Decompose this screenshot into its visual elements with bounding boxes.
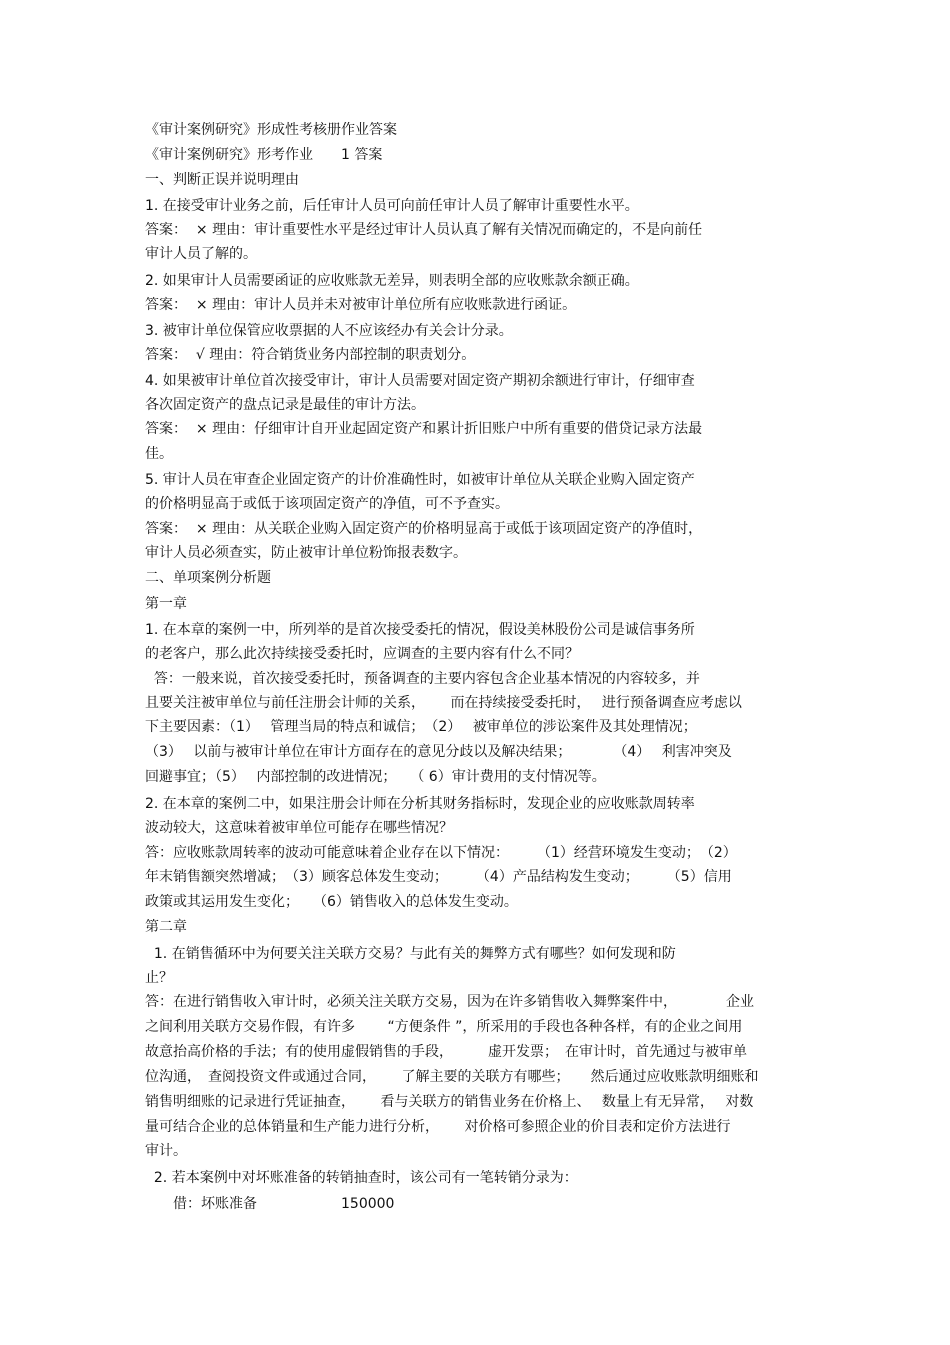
question-line: 4. 如果被审计单位首次接受审计，审计人员需要对固定资产期初余额进行审计，仔细审查 [145, 373, 695, 389]
answer-line: （3） 以前与被审计单位在审计方面存在的意见分歧以及解决结果； （4） 利害冲突及 [145, 744, 732, 760]
question-line: 波动较大，这意味着被审单位可能存在哪些情况？ [145, 820, 453, 836]
answer-line: 答案： × 理由：从关联企业购入固定资产的价格明显高于或低于该项固定资产的净值时， [145, 521, 703, 537]
question-line: 5. 审计人员在审查企业固定资产的计价准确性时，如被审计单位从关联企业购入固定资产 [145, 472, 695, 488]
answer-line: 答案： × 理由：仔细审计自开业起固定资产和累计折旧账户中所有重要的借贷记录方法最 [145, 421, 703, 437]
answer-line: 销售明细账的记录进行凭证抽查， 看与关联方的销售业务在价格上、 数量上有无异常， 对数 [145, 1094, 754, 1110]
answer-line: 下主要因素：（1） 管理当局的特点和诚信； （2） 被审单位的涉讼案件及其处理情况； [145, 719, 697, 735]
answer-line: 且要关注被审单位与前任注册会计师的关系， 而在持续接受委托时， 进行预备调查应考虑以 [145, 695, 742, 711]
question-line: 的价格明显高于或低于该项固定资产的净值，可不予查实。 [145, 496, 509, 512]
answer-line: 答：应收账款周转率的波动可能意味着企业存在以下情况： （1）经营环境发生变动； （2） [145, 845, 737, 861]
answer-line: 答：在进行销售收入审计时，必须关注关联方交易，因为在许多销售收入舞弊案件中， 企业 [145, 994, 754, 1010]
document-title: 《审计案例研究》形成性考核册作业答案 [145, 122, 397, 138]
answer-line: 佳。 [145, 446, 173, 462]
answer-line: 审计人员了解的。 [145, 246, 257, 262]
question-line: 止？ [145, 970, 173, 986]
answer-line: 审计人员必须查实，防止被审计单位粉饰报表数字。 [145, 545, 467, 561]
answer-line: 答案： √ 理由：符合销货业务内部控制的职责划分。 [145, 347, 476, 363]
answer-line: 政策或其运用发生变化； （6）销售收入的总体发生变动。 [145, 894, 518, 910]
question-line: 的老客户，那么此次持续接受委托时，应调查的主要内容有什么不同？ [145, 646, 579, 662]
question-line: 2. 如果审计人员需要函证的应收账款无差异，则表明全部的应收账款余额正确。 [145, 273, 639, 289]
question-line: 2. 在本章的案例二中，如果注册会计师在分析其财务指标时，发现企业的应收账款周转率 [145, 796, 695, 812]
answer-line: 答案： × 理由：审计重要性水平是经过审计人员认真了解有关情况而确定的，不是向前任 [145, 222, 703, 238]
question-line: 各次固定资产的盘点记录是最佳的审计方法。 [145, 397, 425, 413]
answer-line: 答：一般来说，首次接受委托时，预备调查的主要内容包含企业基本情况的内容较多，并 [145, 671, 700, 687]
question-line: 2. 若本案例中对坏账准备的转销抽查时，该公司有一笔转销分录为： [145, 1170, 578, 1186]
answer-line: 位沟通， 查阅投资文件或通过合同， 了解主要的关联方有哪些； 然后通过应收账款明细账和 [145, 1069, 759, 1085]
answer-line: 之间利用关联方交易作假，有许多 “方便条件 ”，所采用的手段也各种各样，有的企业之间用 [145, 1019, 743, 1035]
question-line: 1. 在本章的案例一中，所列举的是首次接受委托的情况，假设美林股份公司是诚信事务所 [145, 622, 695, 638]
question-line: 1. 在销售循环中为何要关注关联方交易？与此有关的舞弊方式有哪些？如何发现和防 [145, 946, 676, 962]
subtitle: 《审计案例研究》形考作业 1 答案 [145, 147, 383, 163]
chapter-heading: 第二章 [145, 919, 187, 935]
section-heading: 二、单项案例分析题 [145, 570, 271, 586]
question-line: 1. 在接受审计业务之前，后任审计人员可向前任审计人员了解审计重要性水平。 [145, 198, 639, 214]
section-heading: 一、判断正误并说明理由 [145, 172, 299, 188]
chapter-heading: 第一章 [145, 596, 187, 612]
answer-line: 回避事宜；（5） 内部控制的改进情况； （ 6）审计费用的支付情况等。 [145, 769, 606, 785]
answer-line: 答案： × 理由：审计人员并未对被审计单位所有应收账款进行函证。 [145, 297, 577, 313]
answer-line: 年末销售额突然增减； （3）顾客总体发生变动； （4）产品结构发生变动； （5）信用 [145, 869, 732, 885]
question-line: 3. 被审计单位保管应收票据的人不应该经办有关会计分录。 [145, 323, 513, 339]
answer-line: 故意抬高价格的手法；有的使用虚假销售的手段， 虚开发票； 在审计时，首先通过与被审单 [145, 1044, 747, 1060]
journal-entry-line: 借：坏账准备 150000 [145, 1196, 395, 1212]
answer-line: 审计。 [145, 1143, 187, 1159]
answer-line: 量可结合企业的总体销量和生产能力进行分析， 对价格可参照企业的价目表和定价方法进行 [145, 1119, 731, 1135]
